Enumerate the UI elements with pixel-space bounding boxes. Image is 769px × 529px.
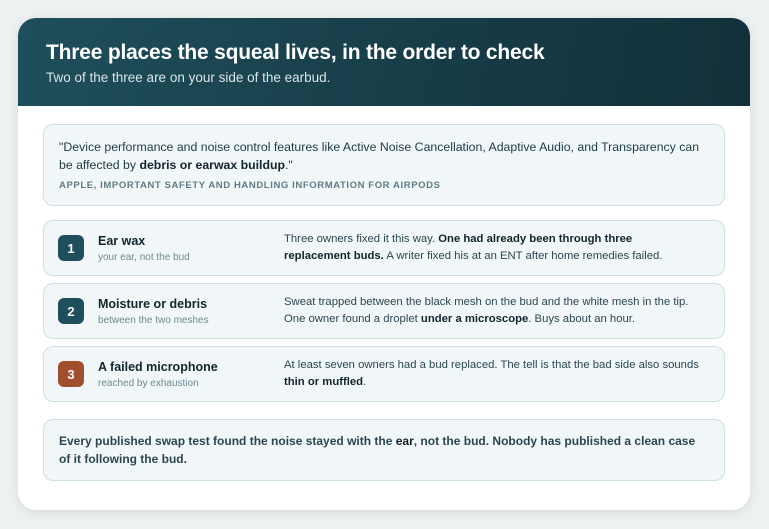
cause-number-badge: 2 (58, 298, 84, 324)
cause-description (284, 294, 710, 328)
cause-desc-bold: under a microscope (420, 313, 529, 325)
info-card (18, 18, 750, 510)
cause-row-ear-wax (43, 220, 725, 276)
page-subtitle: Two of the three are on your side of the earbud. (46, 70, 331, 85)
quote-text-part1: "Device performance and noise control features like Active Noise Cancellation, Adaptive Audio, and Transparency can be affected by (59, 140, 700, 172)
cause-label (98, 296, 284, 326)
cause-desc-text: . Buys about an hour. (528, 313, 636, 325)
cause-list (43, 220, 725, 402)
quote-source: APPLE, IMPORTANT SAFETY AND HANDLING INFORMATION FOR AIRPODS (59, 180, 441, 191)
cause-description (284, 357, 710, 391)
cause-label (98, 233, 284, 263)
cause-row-microphone (43, 346, 725, 402)
cause-desc-bold: thin or muffled (284, 376, 364, 388)
cause-row-moisture (43, 283, 725, 339)
cause-desc-text: . (363, 376, 367, 388)
cause-hint: your ear, not the bud (98, 252, 190, 263)
cause-hint: reached by exhaustion (98, 378, 199, 389)
page-title: Three places the squeal lives, in the order to check (46, 41, 545, 64)
cause-desc-text: At least seven owners had a bud replaced. The tell is that the bad side also sounds (284, 359, 699, 371)
cause-title: Moisture or debris (98, 297, 208, 311)
cause-desc-bold: One had already been through three replacement buds. (284, 233, 633, 262)
cause-number-badge: 1 (58, 235, 84, 261)
card-body (18, 106, 750, 481)
quote-text (59, 138, 709, 174)
cause-label (98, 359, 284, 389)
quote-text-bold: debris or earwax buildup (139, 158, 285, 172)
cause-number-badge: 3 (58, 361, 84, 387)
cause-title: A failed microphone (98, 360, 218, 374)
cause-description (284, 231, 710, 265)
quote-text-part2: ." (285, 158, 293, 172)
cause-hint: between the two meshes (98, 315, 209, 326)
cause-desc-text: Three owners fixed it this way. (284, 233, 439, 245)
conclusion-text-bold: ear (395, 434, 414, 448)
cause-desc-text: A writer fixed his at an ENT after home remedies failed. (383, 250, 663, 262)
conclusion-text-part1: Every published swap test found the noise stayed with the (59, 434, 396, 448)
card-header (18, 18, 750, 106)
conclusion-text-part2: , not the bud. Nobody has published a clean case of it following the bud. (59, 434, 696, 466)
quote-box (43, 124, 725, 206)
conclusion-box (43, 419, 725, 481)
cause-title: Ear wax (98, 234, 146, 248)
cause-desc-text: Sweat trapped between the black mesh on the bud and the white mesh in the tip. One owner found a droplet (284, 296, 689, 325)
